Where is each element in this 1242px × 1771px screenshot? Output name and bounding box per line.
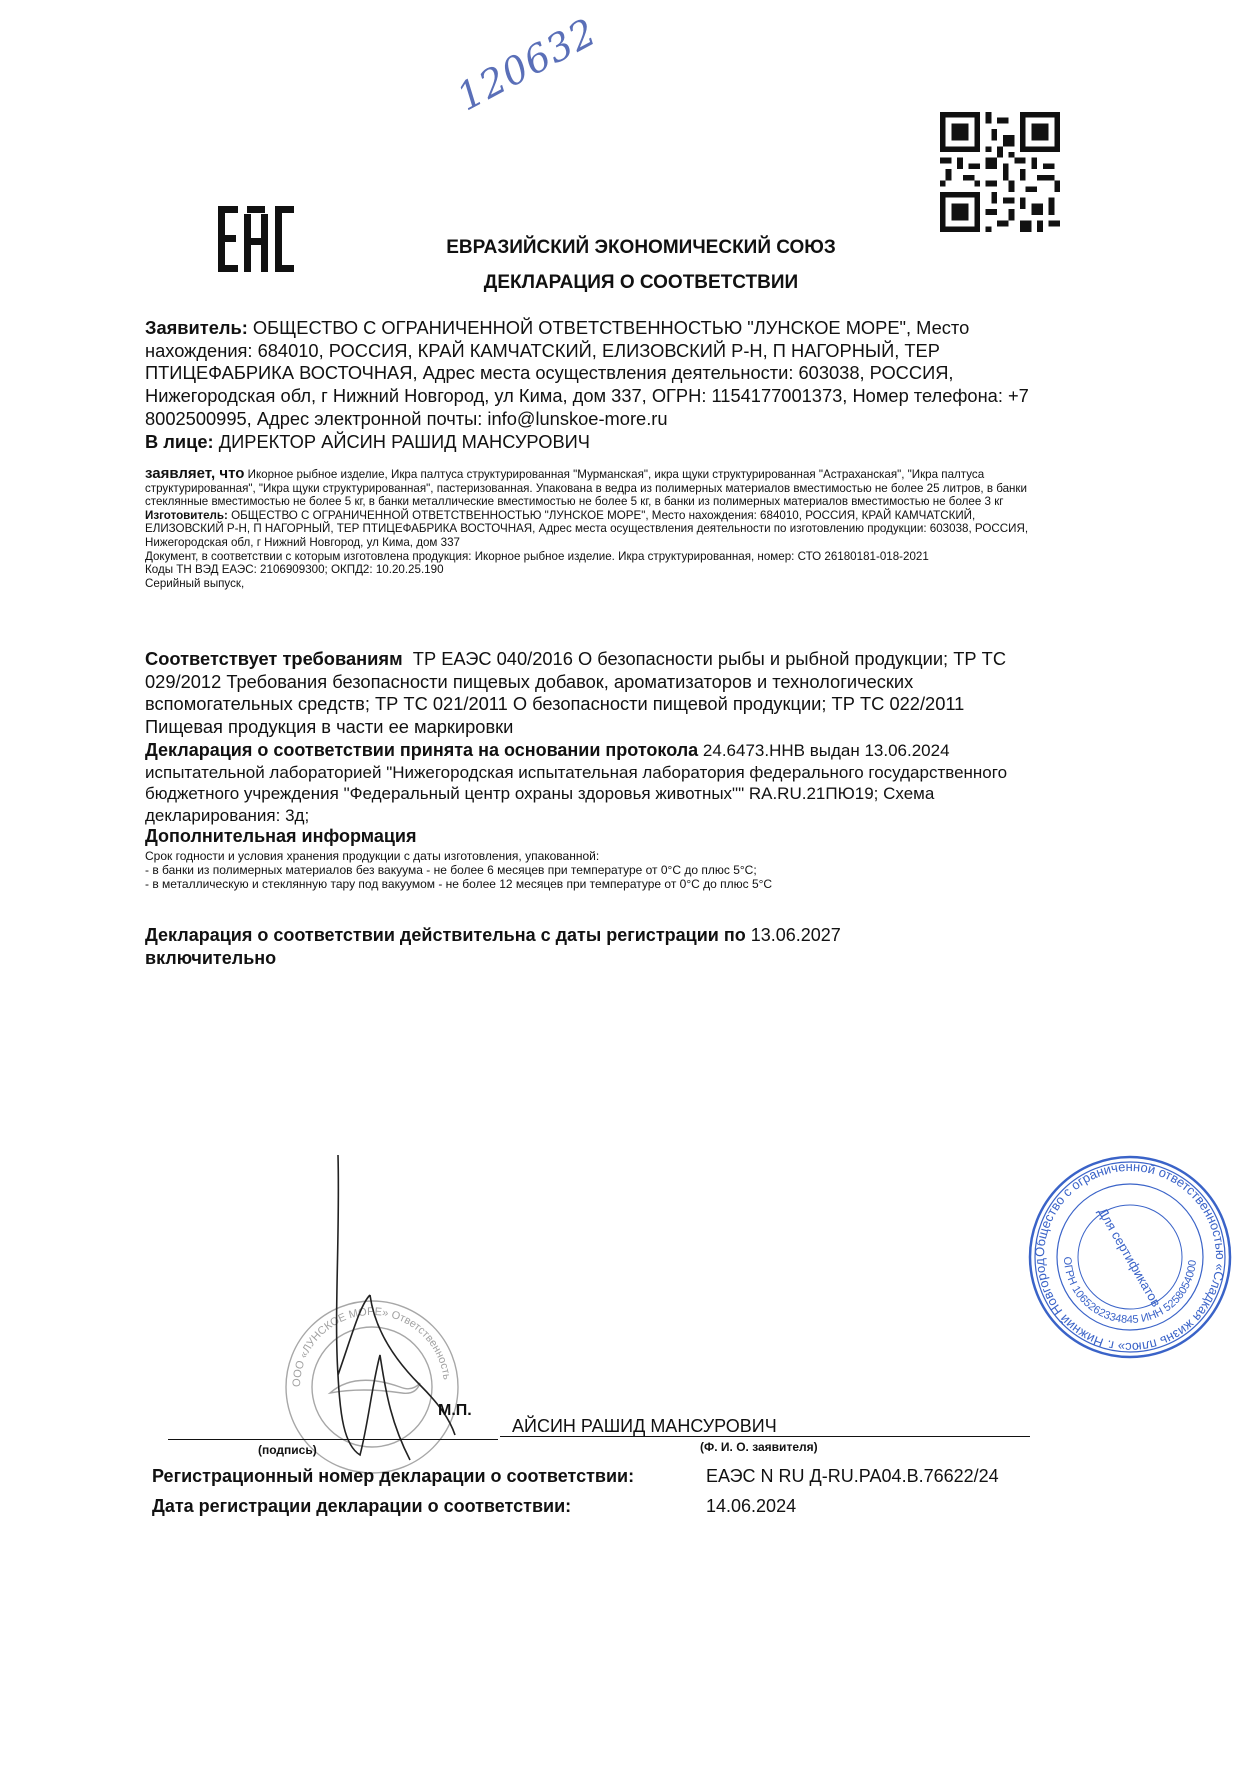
additional-line-1: Срок годности и условия хранения продукции с даты изготовления, упакованной:: [145, 849, 600, 863]
union-title: ЕВРАЗИЙСКИЙ ЭКОНОМИЧЕСКИЙ СОЮЗ: [446, 237, 836, 258]
company-stamp-blue: [1025, 1152, 1235, 1362]
declares-label: заявляет, что: [145, 465, 245, 482]
signer-name: АЙСИН РАШИД МАНСУРОВИЧ: [512, 1416, 777, 1436]
requirements-label: Соответствует требованиям: [145, 648, 403, 669]
applicant-block: [145, 317, 1045, 431]
requirements-block: [145, 648, 1045, 739]
signature-caption: (подпись): [258, 1443, 317, 1457]
person-text: ДИРЕКТОР АЙСИН РАШИД МАНСУРОВИЧ: [218, 431, 590, 452]
additional-line-3: - в металлическую и стеклянную тару под вакуумом - не более 12 месяцев при температуре от 0°С до плюс 5°С: [145, 877, 773, 891]
manufacturer-text: ОБЩЕСТВО С ОГРАНИЧЕННОЙ ОТВЕТСТВЕННОСТЬЮ "ЛУНСКОЕ МОРЕ", Место нахождения: 684010, РОССИЯ, КРАЙ КАМЧАТСКИЙ, ЕЛИЗОВСКИЙ Р-Н, П НАГОРНЫЙ, ТЕР ПТИЦЕФАБРИКА ВОСТОЧНАЯ, Адрес места осуществления деятельности по изготовлению продукции: 603038, РОССИЯ, Нижегородская обл, г Нижний Новгород, ул Кима, дом 337: [145, 508, 1029, 549]
basis-block: [145, 740, 1045, 826]
registration-number-label: Регистрационный номер декларации о соответствии:: [152, 1466, 635, 1486]
fio-line: [500, 1436, 1030, 1437]
signature-line: [168, 1439, 498, 1440]
serial-line: Серийный выпуск,: [145, 576, 245, 590]
validity-label: Декларация о соответствии действительна с даты регистрации по: [145, 925, 746, 945]
basis-text: 24.6473.ННВ выдан 13.06.2024 испытательной лабораторией "Нижегородская испытательная лаборатория федерального государственного бюджетного учреждения "Федеральный центр охраны здоровья животных"" RA.RU.21ПЮ19; Схема декларирования: 3д;: [145, 741, 1008, 825]
registration-number-value: ЕАЭС N RU Д-RU.РА04.В.76622/24: [706, 1466, 999, 1486]
validity-block: [145, 924, 965, 969]
manufacturer-label: Изготовитель:: [145, 508, 228, 522]
additional-line-2: - в банки из полимерных материалов без вакуума - не более 6 месяцев при температуре от 0°С до плюс 5°С;: [145, 863, 757, 877]
applicant-text: ОБЩЕСТВО С ОГРАНИЧЕННОЙ ОТВЕТСТВЕННОСТЬЮ "ЛУНСКОЕ МОРЕ", Место нахождения: 684010, РОССИЯ, КРАЙ КАМЧАТСКИЙ, ЕЛИЗОВСКИЙ Р-Н, П НАГОРНЫЙ, ТЕР ПТИЦЕФАБРИКА ВОСТОЧНАЯ, Адрес места осуществления деятельности: 603038, РОССИЯ, Нижегородская обл, г Нижний Новгород, ул Кима, дом 337, ОГРН: 1154177001373, Номер телефона: +7 8002500995, Адрес электронной почты: info@lunskoe-more.ru: [145, 317, 1029, 429]
stamp-blue-ids: ОГРН 1065262334845 ИНН 5258054000: [1060, 1256, 1199, 1327]
person-label: В лице:: [145, 431, 214, 452]
declares-block: [145, 467, 1045, 590]
stamp-grey-text: ООО «ЛУНСКОЕ МОРЕ» Ответственность: [290, 1305, 453, 1388]
declaration-title: ДЕКЛАРАЦИЯ О СООТВЕТСТВИИ: [483, 272, 799, 293]
basis-label: Декларация о соответствии принята на основании протокола: [145, 740, 699, 760]
handwritten-number: 120632: [449, 9, 604, 120]
person-block: [145, 431, 1045, 454]
validity-suffix: включительно: [145, 947, 277, 968]
mp-label: М.П.: [438, 1402, 472, 1419]
validity-date: 13.06.2027: [750, 925, 841, 945]
document-line: Документ, в соответствии с которым изготовлена продукция: Икорное рыбное изделие. Икра структурированная, номер: СТО 26180181-018-2021: [145, 549, 929, 563]
registration-date-label: Дата регистрации декларации о соответствии:: [152, 1496, 572, 1516]
fio-caption: (Ф. И. О. заявителя): [700, 1440, 818, 1454]
additional-block: [145, 826, 1045, 891]
codes-line: Коды ТН ВЭД ЕАЭС: 2106909300; ОКПД2: 10.20.25.190: [145, 563, 444, 577]
registration-date-value: 14.06.2024: [706, 1496, 797, 1516]
stamp-blue-inner-text: Для сертификатов: [1095, 1205, 1165, 1310]
declares-text: Икорное рыбное изделие, Икра палтуса структурированная "Мурманская", икра щуки структурированная "Астраханская", "Икра палтуса структурированная", "Икра щуки структурированная", пастеризованная. Упакована в ведра из полимерных материалов вместимостью не более 25 литров, в банки стеклянные вместимостью не более 5 кг, в банки металлические вместимостью не более 5 кг, в банки из полимерных материалов вместимостью не более 3 кг: [145, 468, 1027, 509]
additional-label: Дополнительная информация: [145, 826, 417, 846]
qr-code: [940, 112, 1060, 232]
applicant-label: Заявитель:: [145, 317, 248, 338]
requirements-text: ТР ЕАЭС 040/2016 О безопасности рыбы и рыбной продукции; ТР ТС 029/2012 Требования безопасности пищевых добавок, ароматизаторов и технологических вспомогательных средств; ТР ТС 021/2011 О безопасности пищевой продукции; ТР ТС 022/2011 Пищевая продукция в части ее маркировки: [145, 648, 1007, 738]
stamp-blue-outer-text: Общество с ограниченной ответственностью «Сладкая жизнь плюс» г. Нижний Новгород: [1031, 1158, 1229, 1356]
handwritten-signature: [300, 1155, 460, 1465]
